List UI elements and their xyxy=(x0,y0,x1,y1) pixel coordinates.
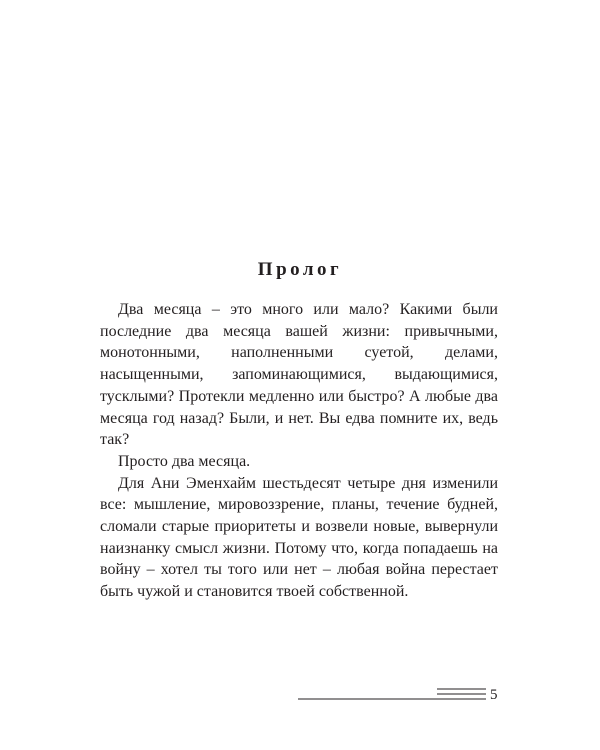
paragraph: Просто два месяца. xyxy=(118,452,251,470)
paragraph: Для Ани Эменхайм шестьдесят четыре дня изменили все: мышление, мировоззрение, планы, течение будней, сломали старые приоритеты и возвели новые, вывернули наизнанку смысл жизни. Потому что, когда попадаешь на войну – хотел ты того или нет – любая война перестает быть чужой и становится твоей собственной. xyxy=(100,474,498,601)
prologue-text xyxy=(100,299,498,603)
paragraph: Два месяца – это много или мало? Какими были последние два месяца вашей жизни: привычными, монотонными, наполненными суетой, делами, насыщенными, запоминающимися, выдающимися, тусклыми? Протекли медленно или быстро? А любые два месяца год назад? Были, и нет. Вы едва помните их, ведь так? xyxy=(100,301,498,449)
chapter-title: Пролог xyxy=(257,259,343,280)
page-number: 5 xyxy=(490,687,498,703)
